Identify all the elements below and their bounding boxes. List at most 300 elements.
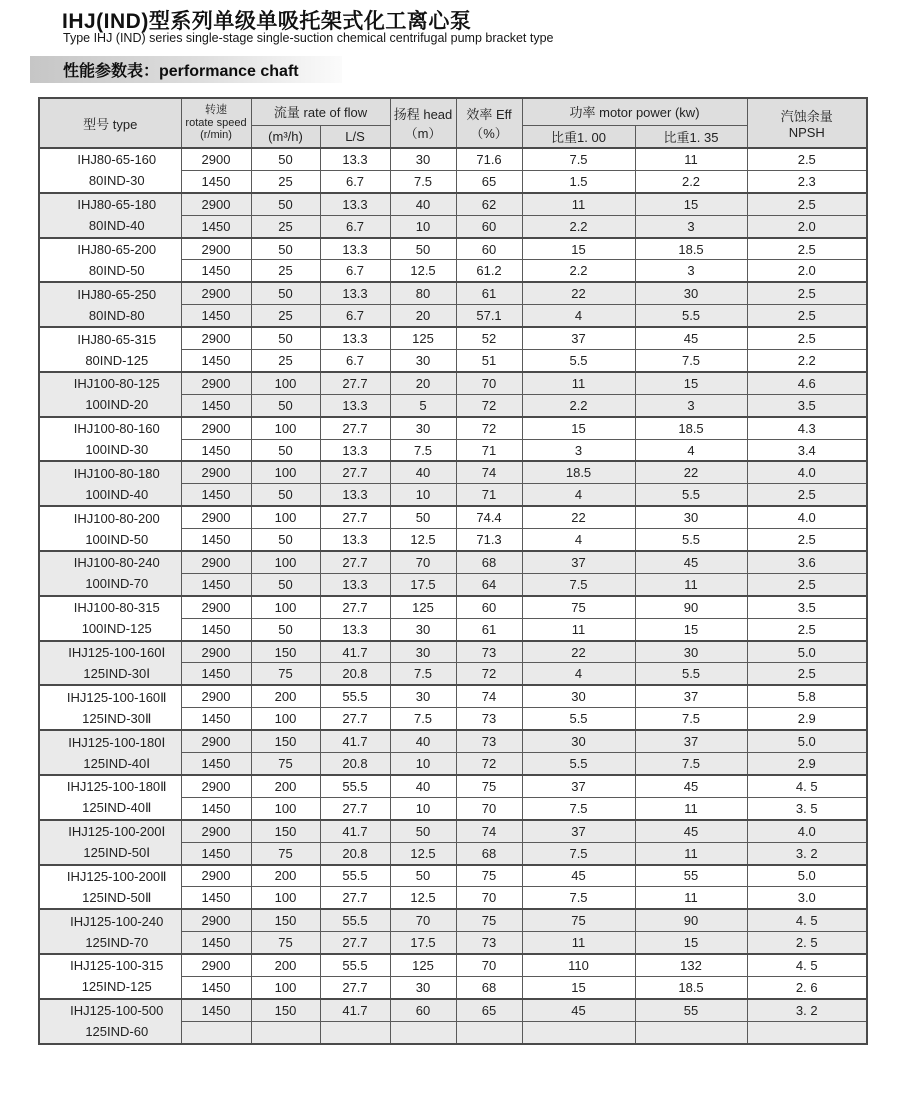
table-cell: 2.0	[747, 215, 867, 237]
table-cell: 2900	[181, 238, 251, 260]
table-cell: 55.5	[320, 954, 390, 976]
table-cell: 65	[456, 170, 522, 192]
table-cell: 64	[456, 573, 522, 595]
table-cell: 50	[390, 238, 456, 260]
table-cell: 50	[251, 238, 320, 260]
table-cell: 75	[251, 932, 320, 954]
table-cell: 55.5	[320, 775, 390, 797]
table-cell: 65	[456, 999, 522, 1021]
table-cell: 60	[456, 238, 522, 260]
table-cell: 10	[390, 215, 456, 237]
table-cell: 45	[522, 865, 635, 887]
table-cell: 2900	[181, 909, 251, 931]
model-alt-name: 100IND-30	[85, 442, 149, 458]
model-alt-name: 100IND-20	[85, 397, 149, 413]
model-name: IHJ80-65-200	[77, 241, 157, 257]
table-cell: 62	[456, 193, 522, 215]
table-cell: 50	[251, 484, 320, 506]
table-cell: 3	[635, 260, 747, 282]
table-cell: 50	[251, 618, 320, 640]
model-name: IHJ125-100-160Ⅱ	[66, 689, 167, 705]
table-cell: 13.3	[320, 394, 390, 416]
table-cell: 100	[251, 551, 320, 573]
table-cell: 2900	[181, 372, 251, 394]
table-cell: 5.5	[635, 484, 747, 506]
table-row	[39, 372, 867, 394]
table-cell: 11	[635, 573, 747, 595]
table-cell: 1450	[181, 529, 251, 551]
table-cell: 2900	[181, 282, 251, 304]
table-cell: 51	[456, 350, 522, 372]
model-cell	[39, 282, 181, 327]
model-alt-name: 125IND-40Ⅱ	[82, 800, 152, 816]
table-cell: 2.5	[747, 148, 867, 170]
model-name: IHJ100-80-240	[73, 555, 160, 571]
table-cell: 7.5	[390, 170, 456, 192]
table-cell: 30	[390, 685, 456, 707]
table-cell: 125	[390, 596, 456, 618]
table-cell: 60	[390, 999, 456, 1021]
model-name: IHJ125-100-160Ⅰ	[68, 644, 166, 660]
table-cell: 20.8	[320, 842, 390, 864]
table-cell: 11	[635, 842, 747, 864]
table-cell: 50	[251, 282, 320, 304]
table-cell: 2900	[181, 775, 251, 797]
table-cell: 13.3	[320, 484, 390, 506]
table-cell: 100	[251, 708, 320, 730]
model-cell	[39, 820, 181, 865]
table-cell: 70	[456, 372, 522, 394]
header-head-label: 扬程 head	[393, 107, 453, 122]
table-cell: 25	[251, 215, 320, 237]
table-cell: 30	[390, 148, 456, 170]
performance-table	[38, 97, 868, 1045]
model-cell	[39, 730, 181, 775]
model-name: IHJ100-80-200	[73, 510, 160, 526]
table-cell: 25	[251, 170, 320, 192]
table-cell: 2.5	[747, 327, 867, 349]
table-cell: 15	[522, 976, 635, 998]
table-cell: 30	[390, 618, 456, 640]
table-cell: 12.5	[390, 842, 456, 864]
table-cell: 27.7	[320, 797, 390, 819]
table-cell: 30	[390, 350, 456, 372]
table-cell: 45	[635, 820, 747, 842]
table-cell: 2900	[181, 730, 251, 752]
table-cell: 3. 2	[747, 999, 867, 1021]
header-head	[390, 98, 456, 148]
table-cell	[456, 1021, 522, 1043]
table-cell: 5.5	[635, 529, 747, 551]
table-cell: 50	[390, 506, 456, 528]
table-cell: 74	[456, 820, 522, 842]
table-cell: 30	[635, 282, 747, 304]
table-cell: 2900	[181, 596, 251, 618]
table-cell: 3	[522, 439, 635, 461]
table-cell: 1450	[181, 350, 251, 372]
table-row	[39, 193, 867, 215]
table-cell: 80	[390, 282, 456, 304]
table-cell: 10	[390, 753, 456, 775]
table-cell: 10	[390, 797, 456, 819]
table-cell: 61	[456, 618, 522, 640]
table-cell: 55.5	[320, 685, 390, 707]
table-cell: 3.5	[747, 596, 867, 618]
table-cell: 1450	[181, 932, 251, 954]
table-row	[39, 775, 867, 797]
table-cell: 150	[251, 909, 320, 931]
table-cell: 13.3	[320, 618, 390, 640]
model-alt-name: 125IND-125	[81, 979, 152, 995]
table-cell: 17.5	[390, 573, 456, 595]
table-cell: 22	[522, 282, 635, 304]
table-cell: 70	[390, 909, 456, 931]
table-cell: 55.5	[320, 865, 390, 887]
table-cell: 2900	[181, 417, 251, 439]
table-cell: 1450	[181, 260, 251, 282]
model-cell	[39, 461, 181, 506]
table-cell: 7.5	[635, 708, 747, 730]
table-cell: 70	[456, 797, 522, 819]
table-cell: 6.7	[320, 260, 390, 282]
table-cell: 2.5	[747, 238, 867, 260]
model-name: IHJ125-100-315	[70, 958, 164, 974]
section-label: 性能参数表：performance chaft	[63, 63, 299, 80]
model-name: IHJ125-100-180Ⅱ	[66, 779, 167, 795]
header-rotate-speed	[181, 98, 251, 148]
table-cell: 20	[390, 372, 456, 394]
table-cell: 61.2	[456, 260, 522, 282]
table-cell: 27.7	[320, 417, 390, 439]
table-cell: 1450	[181, 170, 251, 192]
table-cell: 27.7	[320, 372, 390, 394]
table-row	[39, 730, 867, 752]
table-row	[39, 820, 867, 842]
table-cell: 22	[635, 461, 747, 483]
header-rotate-speed-unit: (r/min)	[200, 129, 232, 142]
model-cell	[39, 551, 181, 596]
table-cell: 4.0	[747, 820, 867, 842]
header-rotate-speed-zh: 转速	[205, 104, 227, 117]
model-cell	[39, 909, 181, 954]
table-row	[39, 327, 867, 349]
table-cell: 68	[456, 842, 522, 864]
table-cell: 2.5	[747, 618, 867, 640]
table-cell: 27.7	[320, 932, 390, 954]
table-cell: 60	[456, 215, 522, 237]
table-cell	[181, 1021, 251, 1043]
table-cell: 13.3	[320, 193, 390, 215]
table-cell: 73	[456, 730, 522, 752]
header-npsh	[747, 98, 867, 148]
table-cell: 50	[251, 327, 320, 349]
table-cell: 72	[456, 417, 522, 439]
table-cell: 2900	[181, 193, 251, 215]
table-cell: 40	[390, 461, 456, 483]
model-alt-name: 125IND-30Ⅱ	[82, 710, 152, 726]
table-cell	[390, 1021, 456, 1043]
table-cell: 12.5	[390, 887, 456, 909]
table-cell: 7.5	[390, 708, 456, 730]
table-cell: 13.3	[320, 148, 390, 170]
table-cell: 40	[390, 730, 456, 752]
table-cell: 50	[251, 529, 320, 551]
table-cell: 2900	[181, 506, 251, 528]
table-cell: 30	[390, 976, 456, 998]
table-row	[39, 999, 867, 1021]
table-cell: 125	[390, 327, 456, 349]
model-cell	[39, 193, 181, 238]
table-cell: 1450	[181, 394, 251, 416]
table-cell: 3.4	[747, 439, 867, 461]
table-cell: 71	[456, 484, 522, 506]
table-cell: 75	[251, 663, 320, 685]
table-cell: 2900	[181, 954, 251, 976]
table-cell: 12.5	[390, 260, 456, 282]
table-cell: 3.5	[747, 394, 867, 416]
model-name: IHJ100-80-160	[73, 421, 160, 437]
table-cell: 41.7	[320, 999, 390, 1021]
table-cell: 73	[456, 932, 522, 954]
table-cell: 30	[635, 506, 747, 528]
table-cell: 37	[522, 327, 635, 349]
table-cell: 1450	[181, 887, 251, 909]
table-cell: 72	[456, 663, 522, 685]
table-cell: 1450	[181, 618, 251, 640]
table-cell: 7.5	[522, 797, 635, 819]
table-cell: 2900	[181, 820, 251, 842]
table-cell: 71.3	[456, 529, 522, 551]
table-cell: 61	[456, 282, 522, 304]
table-cell	[747, 1021, 867, 1043]
table-cell: 100	[251, 417, 320, 439]
table-cell: 15	[635, 193, 747, 215]
table-cell: 3	[635, 394, 747, 416]
table-cell: 11	[522, 932, 635, 954]
table-cell: 2.5	[747, 529, 867, 551]
model-name: IHJ100-80-125	[73, 376, 160, 392]
table-cell: 1450	[181, 305, 251, 327]
table-cell: 2. 6	[747, 976, 867, 998]
table-cell: 45	[635, 775, 747, 797]
table-cell: 6.7	[320, 170, 390, 192]
table-cell: 110	[522, 954, 635, 976]
table-cell: 4.0	[747, 506, 867, 528]
model-alt-name: 125IND-50Ⅰ	[83, 845, 151, 861]
table-cell: 7.5	[635, 753, 747, 775]
table-cell: 27.7	[320, 708, 390, 730]
table-cell: 2.5	[747, 663, 867, 685]
table-cell: 50	[251, 394, 320, 416]
table-cell: 37	[522, 775, 635, 797]
table-cell: 30	[390, 641, 456, 663]
table-cell: 2.9	[747, 753, 867, 775]
table-cell: 13.3	[320, 327, 390, 349]
table-cell: 75	[522, 596, 635, 618]
table-cell: 100	[251, 372, 320, 394]
table-cell: 50	[251, 148, 320, 170]
table-cell: 5.0	[747, 865, 867, 887]
table-cell: 40	[390, 775, 456, 797]
table-cell: 73	[456, 641, 522, 663]
model-name: IHJ125-100-200Ⅱ	[66, 868, 167, 884]
table-cell: 2.2	[522, 215, 635, 237]
table-cell: 55	[635, 865, 747, 887]
header-flow-ls: L/S	[320, 125, 390, 148]
model-name: IHJ125-100-180Ⅰ	[68, 734, 166, 750]
table-cell: 2900	[181, 461, 251, 483]
table-cell: 20.8	[320, 753, 390, 775]
table-cell: 20.8	[320, 663, 390, 685]
table-cell: 2.5	[747, 305, 867, 327]
table-cell: 4	[522, 484, 635, 506]
table-cell: 41.7	[320, 730, 390, 752]
table-cell: 13.3	[320, 573, 390, 595]
model-cell	[39, 685, 181, 730]
table-cell: 27.7	[320, 596, 390, 618]
model-alt-name: 80IND-80	[88, 307, 145, 323]
table-cell: 11	[522, 193, 635, 215]
table-cell: 1450	[181, 708, 251, 730]
table-cell: 5.0	[747, 641, 867, 663]
table-cell: 4.6	[747, 372, 867, 394]
model-name: IHJ125-100-500	[70, 1003, 164, 1019]
table-cell: 2900	[181, 148, 251, 170]
table-cell: 50	[251, 193, 320, 215]
table-row	[39, 596, 867, 618]
table-cell: 5.5	[522, 753, 635, 775]
section-header-performance	[30, 56, 342, 83]
model-name: IHJ100-80-315	[73, 600, 160, 616]
model-name: IHJ80-65-315	[77, 331, 157, 347]
table-cell: 1450	[181, 753, 251, 775]
table-cell: 100	[251, 797, 320, 819]
table-cell: 7.5	[522, 573, 635, 595]
model-alt-name: 100IND-125	[81, 621, 152, 637]
table-cell	[635, 1021, 747, 1043]
table-cell: 11	[522, 618, 635, 640]
table-cell: 1450	[181, 842, 251, 864]
table-cell: 6.7	[320, 305, 390, 327]
model-cell	[39, 954, 181, 999]
table-cell: 1.5	[522, 170, 635, 192]
table-cell: 6.7	[320, 350, 390, 372]
table-cell: 2.2	[635, 170, 747, 192]
table-cell: 2.5	[747, 573, 867, 595]
table-cell: 125	[390, 954, 456, 976]
table-cell: 13.3	[320, 282, 390, 304]
table-cell: 55.5	[320, 909, 390, 931]
table-cell: 12.5	[390, 529, 456, 551]
table-cell: 27.7	[320, 461, 390, 483]
table-cell: 37	[522, 551, 635, 573]
table-row	[39, 148, 867, 170]
table-cell: 5.5	[635, 663, 747, 685]
table-cell	[251, 1021, 320, 1043]
table-cell: 57.1	[456, 305, 522, 327]
header-efficiency-unit: （%）	[470, 126, 508, 141]
table-cell: 4. 5	[747, 775, 867, 797]
table-cell: 27.7	[320, 506, 390, 528]
table-cell: 13.3	[320, 439, 390, 461]
table-cell: 45	[522, 999, 635, 1021]
table-cell: 15	[522, 417, 635, 439]
table-cell: 75	[456, 865, 522, 887]
table-cell: 13.3	[320, 238, 390, 260]
table-cell: 41.7	[320, 641, 390, 663]
table-cell: 11	[522, 372, 635, 394]
table-cell: 4. 5	[747, 909, 867, 931]
table-cell: 200	[251, 865, 320, 887]
table-cell: 4	[522, 529, 635, 551]
table-cell: 68	[456, 551, 522, 573]
table-cell	[320, 1021, 390, 1043]
table-cell: 90	[635, 909, 747, 931]
table-cell: 100	[251, 976, 320, 998]
table-cell: 2.5	[747, 193, 867, 215]
table-cell: 18.5	[635, 417, 747, 439]
table-cell: 41.7	[320, 820, 390, 842]
table-cell: 40	[390, 193, 456, 215]
table-row	[39, 954, 867, 976]
model-cell	[39, 372, 181, 417]
table-cell: 3.0	[747, 887, 867, 909]
table-cell: 74.4	[456, 506, 522, 528]
table-cell: 10	[390, 484, 456, 506]
table-cell: 17.5	[390, 932, 456, 954]
table-cell: 45	[635, 327, 747, 349]
header-npsh-en: NPSH	[788, 125, 825, 140]
table-cell: 3	[635, 215, 747, 237]
table-cell: 25	[251, 260, 320, 282]
table-body	[39, 148, 867, 1044]
table-cell: 30	[390, 417, 456, 439]
table-cell: 2900	[181, 327, 251, 349]
table-cell: 18.5	[635, 976, 747, 998]
table-cell: 2.3	[747, 170, 867, 192]
table-cell: 11	[635, 887, 747, 909]
table-cell: 50	[390, 865, 456, 887]
header-npsh-zh: 汽蚀余量	[780, 109, 833, 124]
table-cell: 5.5	[522, 350, 635, 372]
table-cell: 1450	[181, 999, 251, 1021]
table-cell: 100	[251, 596, 320, 618]
table-cell: 5.5	[522, 708, 635, 730]
model-cell	[39, 417, 181, 462]
table-cell: 50	[251, 573, 320, 595]
table-cell: 15	[522, 238, 635, 260]
model-alt-name: 80IND-125	[85, 352, 149, 368]
table-cell: 15	[635, 618, 747, 640]
table-cell: 2.2	[522, 394, 635, 416]
table-cell: 75	[522, 909, 635, 931]
table-cell: 1450	[181, 439, 251, 461]
model-alt-name: 80IND-30	[88, 173, 145, 189]
model-cell	[39, 238, 181, 283]
table-cell: 22	[522, 506, 635, 528]
table-cell: 3.6	[747, 551, 867, 573]
table-cell: 2900	[181, 551, 251, 573]
table-cell: 1450	[181, 663, 251, 685]
model-alt-name: 100IND-50	[85, 531, 149, 547]
table-cell	[522, 1021, 635, 1043]
table-cell: 5	[390, 394, 456, 416]
table-cell: 1450	[181, 215, 251, 237]
table-cell: 25	[251, 305, 320, 327]
table-cell: 6.7	[320, 215, 390, 237]
table-cell: 11	[635, 797, 747, 819]
table-cell: 132	[635, 954, 747, 976]
